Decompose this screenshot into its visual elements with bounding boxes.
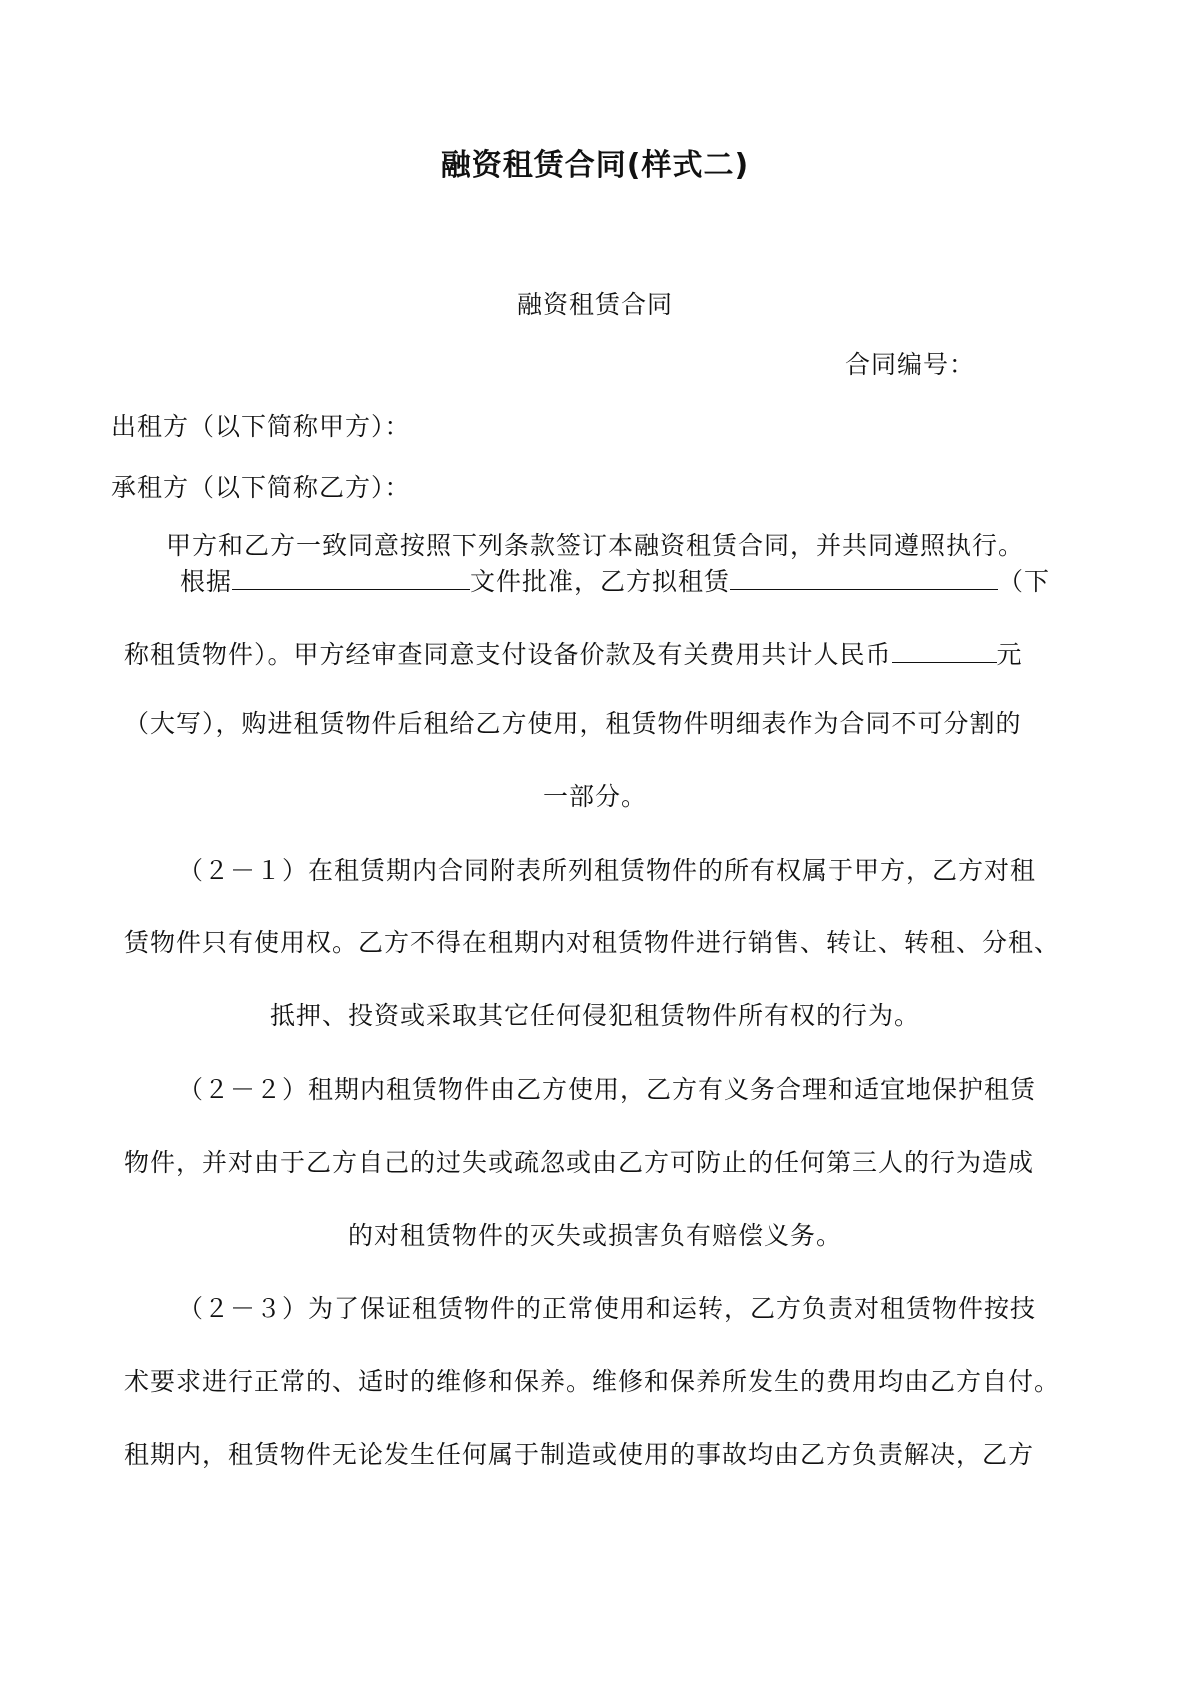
amount-blank bbox=[892, 636, 997, 663]
lessor-label: 出租方（以下简称甲方）： bbox=[111, 412, 411, 441]
document-title: 融资租赁合同(样式二) bbox=[440, 148, 750, 183]
clause-2-1-line3: 抵押、投资或采取其它任何侵犯租赁物件所有权的行为。 bbox=[269, 1001, 920, 1030]
intro-paragraph: 甲方和乙方一致同意按照下列条款签订本融资租赁合同，并共同遵照执行。 bbox=[166, 531, 1025, 560]
clause-2-2-line1: （２－２）租期内租赁物件由乙方使用，乙方有义务合理和适宜地保护租赁 bbox=[178, 1075, 1037, 1104]
document-subtitle: 融资租赁合同 bbox=[516, 290, 673, 319]
para1-line1 bbox=[180, 563, 1050, 598]
para1-text-e: 元 bbox=[996, 640, 1023, 669]
clause-2-3-line2: 术要求进行正常的、适时的维修和保养。维修和保养所发生的费用均由乙方自付。 bbox=[124, 1367, 1061, 1396]
clause-2-3-line1: （２－３）为了保证租赁物件的正常使用和运转，乙方负责对租赁物件按技 bbox=[178, 1294, 1037, 1323]
clause-2-1-line2: 赁物件只有使用权。乙方不得在租期内对租赁物件进行销售、转让、转租、分租、 bbox=[124, 928, 1061, 957]
approval-document-blank bbox=[232, 563, 470, 590]
clause-2-1-line1: （２－１）在租赁期内合同附表所列租赁物件的所有权属于甲方，乙方对租 bbox=[178, 856, 1037, 885]
lessee-label: 承租方（以下简称乙方）： bbox=[111, 473, 411, 502]
para1-text-b: 文件批准，乙方拟租赁 bbox=[470, 567, 731, 596]
clause-2-3-line3: 租期内，租赁物件无论发生任何属于制造或使用的事故均由乙方负责解决，乙方 bbox=[124, 1440, 1035, 1469]
clause-2-2-line3: 的对租赁物件的灭失或损害负有赔偿义务。 bbox=[347, 1221, 842, 1250]
contract-number-label: 合同编号： bbox=[845, 350, 976, 379]
para1-text-d: 称租赁物件）。甲方经审查同意支付设备价款及有关费用共计人民币 bbox=[124, 640, 892, 669]
leased-item-blank bbox=[730, 563, 998, 590]
para1-text-c: （下 bbox=[998, 567, 1051, 596]
para1-line4: 一部分。 bbox=[542, 782, 647, 811]
para1-text-a: 根据 bbox=[180, 567, 233, 596]
para1-line2 bbox=[124, 636, 1023, 671]
para1-line3: （大写），购进租赁物件后租给乙方使用，租赁物件明细表作为合同不可分割的 bbox=[124, 709, 1022, 738]
clause-2-2-line2: 物件，并对由于乙方自己的过失或疏忽或由乙方可防止的任何第三人的行为造成 bbox=[124, 1148, 1035, 1177]
